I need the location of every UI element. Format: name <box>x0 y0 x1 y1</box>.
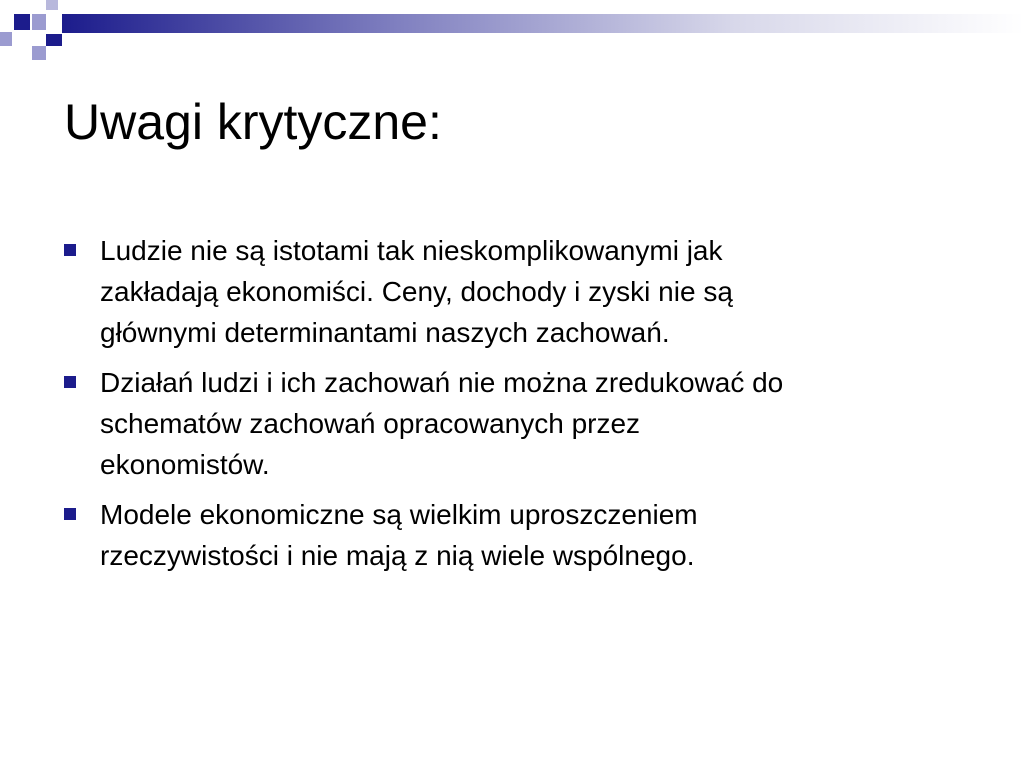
bullet-line: głównymi determinantami naszych zachowań. <box>100 317 670 348</box>
square-bullet-icon <box>64 244 76 256</box>
bullet-line: rzeczywistości i nie mają z nią wiele wspólnego. <box>100 540 695 571</box>
square-bullet-icon <box>64 376 76 388</box>
decor-square-light-3 <box>32 46 46 60</box>
bullet-line: ekonomistów. <box>100 449 270 480</box>
bullet-line: zakładają ekonomiści. Ceny, dochody i zyski nie są <box>100 276 733 307</box>
slide-title: Uwagi krytyczne: <box>64 94 442 150</box>
bullet-list <box>62 230 962 585</box>
bullet-line: schematów zachowań opracowanych przez <box>100 408 641 439</box>
decor-square-dark-1 <box>14 14 30 30</box>
decor-square-light-4 <box>46 0 58 10</box>
header-gradient-band <box>62 14 1024 33</box>
decor-square-dark-2 <box>46 34 62 46</box>
decor-square-light-2 <box>0 32 12 46</box>
bullet-item <box>62 230 962 353</box>
square-bullet-icon <box>64 508 76 520</box>
decor-square-light-1 <box>32 14 46 30</box>
bullet-item <box>62 494 962 576</box>
bullet-item <box>62 362 962 485</box>
bullet-line: Działań ludzi i ich zachowań nie można zredukować do <box>100 367 784 398</box>
bullet-line: Ludzie nie są istotami tak nieskomplikowanymi jak <box>100 235 723 266</box>
bullet-line: Modele ekonomiczne są wielkim uproszczeniem <box>100 499 698 530</box>
header-decoration <box>0 0 1024 64</box>
